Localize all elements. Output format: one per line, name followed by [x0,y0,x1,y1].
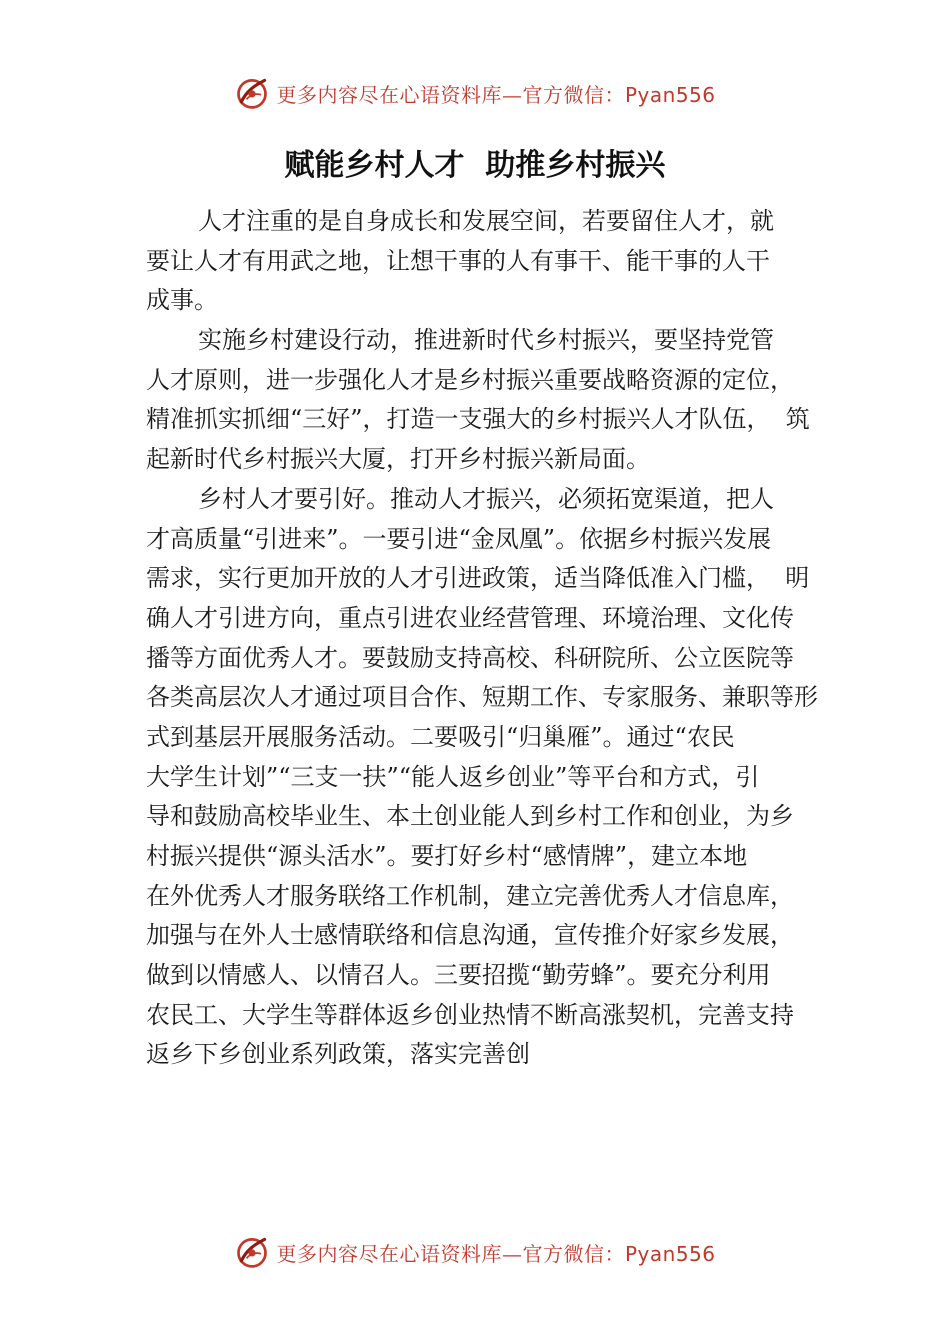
banner-text: 更多内容尽在心语资料库—官方微信：Pyan556 [276,82,716,107]
paragraph-line: 返乡下乡创业系列政策，落实完善创 [146,1040,530,1069]
paragraph-line: 做到以情感人、以情召人。三要招揽“勤劳蜂”。要充分利用 [146,961,771,990]
paragraph-line: 起新时代乡村振兴大厦，打开乡村振兴新局面。 [146,445,650,474]
paragraph-line: 大学生计划”“三支一扶”“能人返乡创业”等平台和方式，引 [146,762,760,791]
paragraph-line: 乡村人才要引好。推动人才振兴，必须拓宽渠道，把人 [198,484,774,513]
paragraph-line: 播等方面优秀人才。要鼓励支持高校、科研院所、公立医院等 [146,643,794,672]
wechat-id: Pyan556 [624,1241,716,1266]
paragraph-line: 农民工、大学生等群体返乡创业热情不断高涨契机，完善支持 [146,1000,794,1029]
paragraph-line: 在外优秀人才服务联络工作机制，建立完善优秀人才信息库， [146,881,794,910]
banner-text: 更多内容尽在心语资料库—官方微信：Pyan556 [276,1241,716,1266]
footer-banner [0,1232,950,1272]
paragraph-line: 人才注重的是自身成长和发展空间，若要留住人才，就 [198,207,774,235]
paragraph-line: 才高质量“引进来”。一要引进“金凤凰”。依据乡村振兴发展 [146,524,772,553]
paragraph-line: 加强与在外人士感情联络和信息沟通，宣传推介好家乡发展， [146,921,794,950]
paragraph-line: 要让人才有用武之地，让想干事的人有事干、能干事的人干 [146,246,770,275]
paragraph-line: 式到基层开展服务活动。二要吸引“归巢雁”。通过“农民 [146,722,735,751]
paragraph-line: 人才原则，进一步强化人才是乡村振兴重要战略资源的定位， [146,365,794,394]
paragraph-line: 导和鼓励高校毕业生、本土创业能人到乡村工作和创业，为乡 [146,802,794,831]
paragraph-line: 村振兴提供“源头活水”。要打好乡村“感情牌”，建立本地 [146,842,748,870]
paragraph-line: 精准抓实抓细“三好”，打造一支强大的乡村振兴人才队伍， 筑 [146,405,810,434]
document-body [146,202,822,1075]
paragraph-line: 确人才引进方向，重点引进农业经营管理、环境治理、文化传 [146,603,794,632]
header-banner [0,73,950,113]
paragraph-line: 需求，实行更加开放的人才引进政策，适当降低准入门槛， 明 [146,564,810,593]
paragraph-line: 各类高层次人才通过项目合作、短期工作、专家服务、兼职等形 [146,683,818,712]
paragraph-line: 成事。 [146,286,218,315]
document-title: 赋能乡村人才 助推乡村振兴 [284,148,666,183]
wechat-id: Pyan556 [624,82,716,107]
red-swirl-pen-logo-icon [234,1234,270,1270]
red-swirl-pen-logo-icon [234,75,270,111]
paragraph-line: 实施乡村建设行动，推进新时代乡村振兴，要坚持党管 [198,326,774,355]
